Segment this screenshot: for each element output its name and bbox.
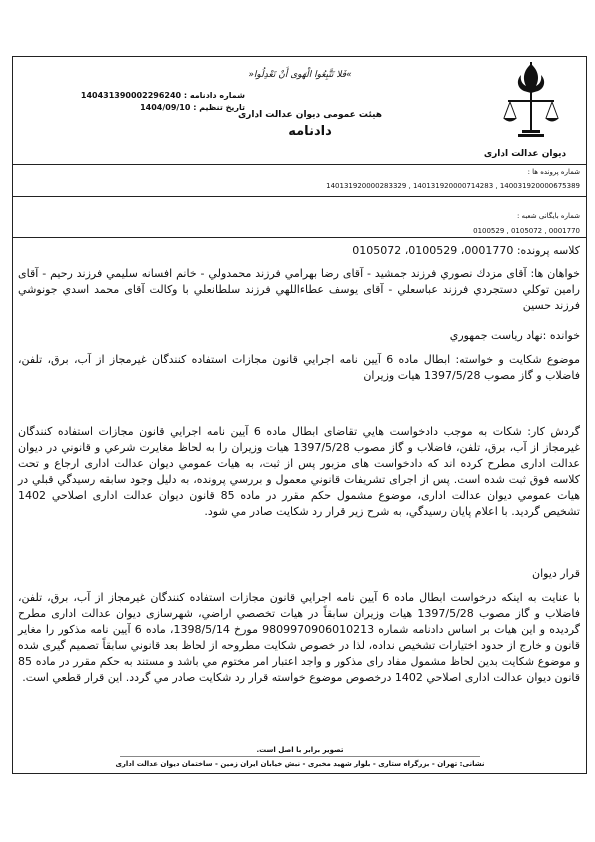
case-number-value: 140431390002296240 [80,91,182,100]
case-file-value: 140131920000283329 , 140131920000714283 , 140031920000675389 [326,182,580,190]
court-name: دیوان عدالت اداری [483,149,567,159]
case-number-label: شماره دادنامه : [183,91,245,100]
decision-paragraph: با عنایت به اینكه درخواست ابطال ماده 6 آیین نامه اجرایي قانون مجازات استفاده كنندگان غیرمجاز از آب، برق، تلفن، فاضلاب و گاز مصوب 1397/5/28 هیات وزیران سابقاً در هیات تخصصي اراضي، شهرسازی دیوان عدالت اداری مطرح گردیده و این هیات بر اساس دادنامه شماره 9809970906010213 مورخ 1398/5/14، ماده 6 آیین نامه مذكور را مغایر قانون و خارج از حدود اختیارات تشخیص نداده، لذا در خصوص شكایت مطروحه از لحاظ بعد قانوني سابقاً تصمیم گیری شده و موضوع شكایت بدین لحاظ مشمول مفاد رای مذكور و واجد اعتبار امر مختوم مي باشد و مستند به حكم مقرر در ماده 85 قانون دیوان عدالت اداری اصلاحي 1402 درخصوص موضوع خواسته قرار رد شكایت صادر مي گردد. این قرار قطعي است. [18,591,581,684]
document-title: دادنامه [288,124,332,139]
date-value: 1404/09/10 [140,103,191,112]
archive-divider [12,237,587,238]
footer-address: نشانی: تهران - بزرگراه ستاری - بلوار شهید مخبری - نبش خیابان ایران زمین - ساختمان دیوان عدالت اداری [115,760,485,768]
case-file-divider [12,196,587,197]
decision-heading: قرار دیوان [532,567,580,580]
date-line [45,102,245,114]
case-number-line [45,90,245,102]
certified-copy-note: تصویر برابر با اصل است. [256,746,344,754]
iran-emblem-scales-icon [500,60,562,144]
plaintiffs-paragraph: خواهان ها: آقای مزدك نصوري فرزند جمشید - آقای رضا بهرامي فرزند محمدولي - خانم افسانه سلیمي فرزند رحیم - آقای رامین توكلي دستجردي فرزند عباسعلي - آقای یوسف عطاءاللهي فرزند سلطانعلي با وكالت آقای محمد اسدي جونوشي فرزند حسین [18,267,580,312]
class-file-line: کلاسه پرونده: 0001770، 0100529، 0105072 [352,244,580,257]
procedure-paragraph: گردش كار: شكات به موجب دادخواست هایي تقاضای ابطال ماده 6 آیین نامه اجرایي قانون مجازات استفاده كنندگان غیرمجاز از آب، برق، تلفن، فاضلاب و گاز مصوب 1397/5/28 هیات وزیران را به لحاظ مغایرت شرعي و قانوني در دیوان عدالت اداری مطرح كرده اند كه دادخواست های مزبور پس از ثبت، به هیات عمومي دیوان عدالت اداری ارجاع و تحت كلاسه فوق ثبت شده است. پس از اجرای تشریفات قانوني معمول و بررسي پرونده، به دلیل وجود سابقه رسیدگي قبلي در هیات عمومي دیوان عدالت اداری، موضوع مشمول حكم مقرر در ماده 85 قانون دیوان عدالت اداری اصلاحي 1402 تشخیص گردید. با اعلام پایان رسیدگي، به شرح زیر قرار رد شكایت صادر مي شود. [18,425,580,518]
header-verse: »فَلا تَتَّبِعُوا الْهَوى أَنْ تَعْدِلُوا« [248,70,352,80]
defendant-line: خوانده :نهاد ریاست جمهوري [449,329,580,342]
date-label: تاریخ تنظیم : [193,103,245,112]
header-meta [45,90,245,114]
subject-paragraph: موضوع شکایت و خواسته: ابطال ماده 6 آیین نامه اجرایي قانون مجازات استفاده كنندگان غیرمجاز از آب، برق، تلفن، فاضلاب و گاز مصوب 1397/5/28 هیات وزیران [18,353,580,382]
footer-rule [120,756,480,757]
organization-name: هیئت عمومی دیوان عدالت اداری [237,110,383,120]
header-divider [12,164,587,165]
archive-value: 0100529 , 0105072 , 0001770 [473,227,580,235]
archive-label: شماره بایگانی شعبه : [516,212,580,220]
case-file-label: شماره پرونده ها : [527,168,580,176]
